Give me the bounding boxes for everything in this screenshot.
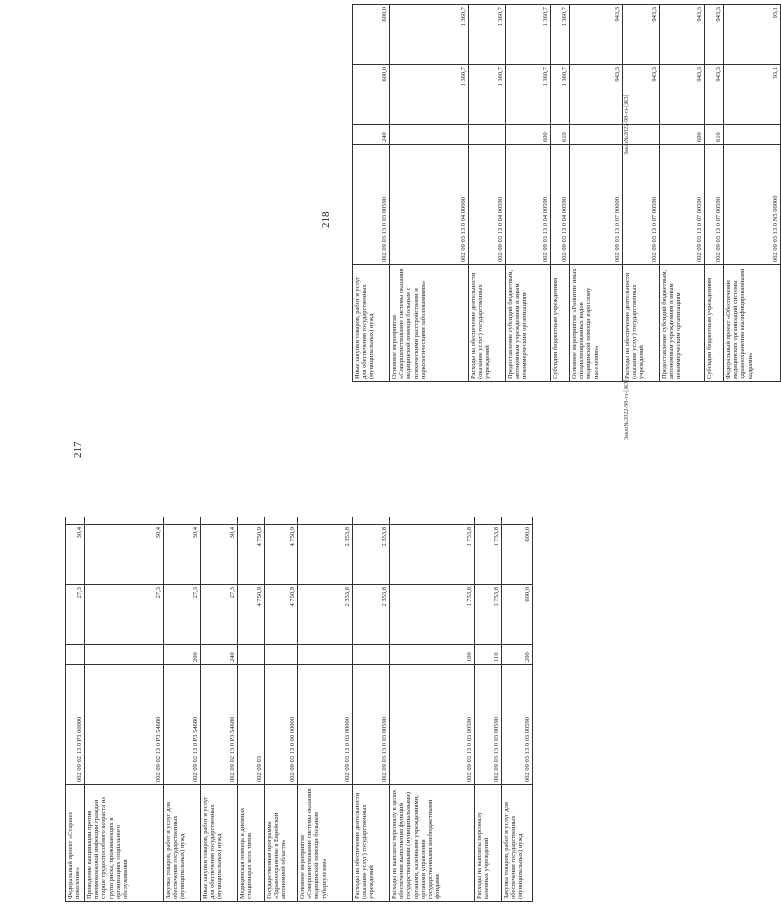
row-name (85, 784, 163, 902)
row-code (353, 144, 389, 264)
row-value-2-text: 30,4 (228, 527, 236, 539)
row-code (724, 144, 780, 264)
row-value-2 (705, 4, 723, 64)
row-expense-type-text: 110 (492, 652, 500, 662)
row-value-1 (551, 64, 569, 124)
row-value-2 (502, 524, 532, 584)
table-row (201, 517, 238, 902)
row-value-1-text: 27,3 (75, 587, 83, 599)
row-value-1 (506, 64, 550, 124)
row-value-2 (551, 4, 569, 64)
row-expense-type (238, 644, 264, 664)
row-name-text: Иные закупки товаров, работ и услуг для обеспечения государственных (муниципальных) нужд (202, 796, 224, 899)
table-row (570, 4, 623, 382)
row-name (660, 264, 704, 382)
row-value-1 (265, 584, 297, 644)
table-row (475, 517, 502, 902)
row-name-text: Основное мероприятие «Развитие иных специализированных видов медицинской помощи взрослому населению» (571, 268, 600, 379)
row-code (265, 664, 297, 784)
row-name (623, 264, 659, 382)
row-code-text: 002 09 02 13 0 P3 00000 (75, 716, 83, 782)
row-code-text: 002 09 03 13 0 03 00590 (523, 717, 531, 782)
row-code-text: 002 09 03 13 0 04 00000 (459, 197, 467, 262)
row-code-text: 002 09 02 13 0 P3 54680 (191, 716, 199, 782)
row-value-2-text: 1 753,8 (492, 527, 500, 547)
row-code-text: 002 09 03 13 0 00 00000 (288, 717, 296, 782)
row-expense-type (353, 124, 389, 144)
row-value-1-text: 93,1 (771, 67, 779, 79)
row-name-text: Государственная программа «Здравоохранение в Еврейской автономной области» (266, 812, 288, 899)
row-value-1-text: 27,3 (191, 587, 199, 599)
row-value-2 (570, 4, 622, 64)
row-code-text: 002 09 03 13 0 N5 00000 (771, 195, 779, 262)
row-expense-type (66, 644, 84, 664)
row-name-text: Закупка товаров, работ и услуг для обеспечения государственных (муниципальных) нужд (165, 802, 187, 899)
table-row (660, 4, 705, 382)
row-expense-type (705, 124, 723, 144)
row-value-2-text: 1 360,7 (496, 7, 504, 27)
row-value-2 (353, 4, 389, 64)
row-value-2 (475, 524, 501, 584)
row-value-2 (238, 524, 264, 584)
row-expense-type (390, 124, 468, 144)
row-value-2 (201, 524, 237, 584)
row-expense-type (265, 644, 297, 664)
row-value-2-text: 943,3 (695, 7, 703, 22)
row-code (85, 664, 163, 784)
row-name (164, 784, 200, 902)
row-name-text: Основное мероприятие «Совершенствование системы оказания медицинской помощи больным с психическими расстройствами и наркологическими заболеваниями» (391, 268, 427, 379)
row-name-text: Федеральный проект «Обеспечение медицинских организаций системы здравоохранения квалифицированными кадрами» (725, 268, 754, 379)
row-code (201, 664, 237, 784)
row-value-1 (66, 584, 84, 644)
row-value-1 (85, 584, 163, 644)
table-row (506, 4, 551, 382)
row-expense-type (660, 124, 704, 144)
row-name (724, 264, 780, 382)
row-name-text: Субсидии бюджетным учреждениям (706, 277, 713, 379)
row-name (390, 784, 474, 902)
budget-table-page-218 (352, 4, 781, 382)
row-value-2 (390, 524, 474, 584)
row-name-text: Предоставление субсидий бюджетным, автономным учреждениям и иным некоммерческим организациям (507, 269, 529, 379)
row-code-text: 002 09 03 13 0 04 00590 (541, 197, 549, 262)
row-name-text: Расходы на обеспечение деятельности (оказание услуг) государственных учреждений (470, 272, 492, 379)
row-expense-type (724, 124, 780, 144)
table-row (353, 517, 390, 902)
row-name (353, 784, 389, 902)
row-value-2-text: 2 353,8 (343, 527, 351, 547)
row-code-text: 002 09 02 13 0 P3 54680 (228, 716, 236, 782)
row-value-1 (353, 584, 389, 644)
table-row (85, 517, 164, 902)
row-name (506, 264, 550, 382)
row-name-text: Расходы на выплаты персоналу казенных учреждений (476, 811, 491, 899)
row-code (502, 664, 532, 784)
table-row (502, 517, 533, 902)
row-name (475, 784, 501, 902)
row-value-2 (66, 524, 84, 584)
row-expense-type-text: 600 (695, 132, 703, 142)
row-value-2 (390, 4, 468, 64)
row-value-2 (506, 4, 550, 64)
row-value-2-text: 943,3 (613, 7, 621, 22)
row-name-text: Проведение вакцинации против пневмококковой инфекции граждан старше трудоспособного возраста из групп риска, проживающих в организациях социального обслуживания (86, 797, 130, 899)
row-value-2 (623, 4, 659, 64)
row-code (390, 664, 474, 784)
row-name-text: Расходы на обеспечение деятельности (оказание услуг) государственных учреждений (624, 272, 646, 379)
row-code-text: 002 09 03 13 0 04 00590 (560, 197, 568, 262)
row-name-text: Субсидии бюджетным учреждениям (552, 277, 559, 379)
table-row (724, 4, 781, 382)
row-value-1-text: 943,3 (650, 67, 658, 82)
row-expense-type (469, 124, 505, 144)
row-name (551, 264, 569, 382)
row-name-text: Расходы на выплаты персоналу в целях обеспечения выполнения функций государственными (муниципальными) органами, казенными учреждениями, органами управления государственными внебюджетными фондами (391, 789, 442, 899)
row-value-1-text: 600,0 (523, 587, 531, 602)
row-value-2 (724, 4, 780, 64)
table-row (469, 4, 506, 382)
row-value-2 (353, 524, 389, 584)
row-code-text: 002 09 03 13 0 03 00590 (380, 717, 388, 782)
table-row (390, 4, 469, 382)
row-value-2-text: 2 353,8 (380, 527, 388, 547)
page-footer-217: Заказ№2022-98-тз-[ЖЗ] (624, 379, 630, 440)
row-name-text: Медицинская помощь в дневных стационарах всех типов (239, 807, 254, 899)
row-name (265, 784, 297, 902)
row-name-text: Федеральный проект «Старшее поколение» (67, 811, 82, 899)
row-expense-type (85, 644, 163, 664)
table-row (238, 517, 265, 902)
row-value-1 (502, 584, 532, 644)
row-code (469, 144, 505, 264)
table-row (65, 517, 85, 902)
row-expense-type-text: 200 (523, 652, 531, 662)
row-expense-type (164, 644, 200, 664)
row-name (570, 264, 622, 382)
row-value-1-text: 943,3 (613, 67, 621, 82)
row-code (660, 144, 704, 264)
row-value-2-text: 1 360,7 (541, 7, 549, 27)
row-name (201, 784, 237, 902)
row-value-1-text: 2 353,8 (343, 587, 351, 607)
row-name (66, 784, 84, 902)
row-value-1-text: 4 750,9 (288, 587, 296, 607)
row-value-1 (570, 64, 622, 124)
row-value-2 (265, 524, 297, 584)
row-name (469, 264, 505, 382)
table-row (265, 517, 298, 902)
row-value-1-text: 600,0 (380, 67, 388, 82)
row-value-1-text: 1 360,7 (459, 67, 467, 87)
budget-table-page-217 (65, 517, 533, 902)
row-value-1-text: 1 360,7 (496, 67, 504, 87)
row-value-1 (705, 64, 723, 124)
row-code-text: 002 09 03 13 0 04 00590 (496, 197, 504, 262)
row-expense-type-text: 100 (465, 652, 473, 662)
row-name (353, 264, 389, 382)
row-code (353, 664, 389, 784)
row-expense-type (551, 124, 569, 144)
row-code (390, 144, 468, 264)
row-code-text: 002 09 03 13 0 03 00590 (492, 717, 500, 782)
row-code-text: 002 09 03 13 0 07 00590 (695, 197, 703, 262)
row-value-2-text: 4 750,9 (255, 527, 263, 547)
row-name (298, 784, 352, 902)
row-expense-type (353, 644, 389, 664)
row-expense-type-text: 200 (191, 652, 199, 662)
row-value-1 (298, 584, 352, 644)
row-value-1-text: 1 753,8 (492, 587, 500, 607)
row-value-1-text: 4 750,9 (255, 587, 263, 607)
table-row (390, 517, 475, 902)
row-value-2-text: 1 753,8 (465, 527, 473, 547)
row-value-2 (85, 524, 163, 584)
row-expense-type (506, 124, 550, 144)
row-name-text: Закупка товаров, работ и услуг для обеспечения государственных (муниципальных) нужд (503, 802, 525, 899)
row-value-2-text: 943,3 (714, 7, 722, 22)
row-code (506, 144, 550, 264)
row-value-2-text: 600,0 (523, 527, 531, 542)
row-code-text: 002 09 03 13 0 03 00590 (380, 197, 388, 262)
row-code-text: 002 09 03 (255, 756, 263, 782)
row-expense-type (475, 644, 501, 664)
row-expense-type (623, 124, 659, 144)
row-value-1 (164, 584, 200, 644)
table-row (164, 517, 201, 902)
row-code (705, 144, 723, 264)
row-code-text: 002 09 03 13 0 03 00000 (343, 717, 351, 782)
table-row (551, 4, 570, 382)
row-name (238, 784, 264, 902)
row-code (298, 664, 352, 784)
row-expense-type (390, 644, 474, 664)
row-value-2-text: 30,4 (154, 527, 162, 539)
row-value-2-text: 30,4 (75, 527, 83, 539)
row-value-2-text: 4 750,9 (288, 527, 296, 547)
table-row (298, 517, 353, 902)
row-expense-type (201, 644, 237, 664)
row-code (570, 144, 622, 264)
row-value-1-text: 943,3 (695, 67, 703, 82)
row-expense-type-text: 600 (541, 132, 549, 142)
row-code-text: 002 09 03 13 0 07 00590 (714, 197, 722, 262)
row-value-1-text: 943,3 (714, 67, 722, 82)
row-code (66, 664, 84, 784)
row-value-1-text: 27,3 (228, 587, 236, 599)
row-expense-type (570, 124, 622, 144)
row-code (164, 664, 200, 784)
page-footer-218: Заказ№2022-98-тз-[ЖЗ] (624, 94, 630, 155)
row-value-2-text: 93,1 (771, 7, 779, 19)
row-code-text: 002 09 03 13 0 07 00590 (650, 197, 658, 262)
row-value-1 (724, 64, 780, 124)
row-value-1-text: 1 753,8 (465, 587, 473, 607)
row-value-2-text: 30,4 (191, 527, 199, 539)
row-name (502, 784, 532, 902)
row-code (475, 664, 501, 784)
row-value-2 (469, 4, 505, 64)
row-name-text: Основное мероприятие «Совершенствование системы оказания медицинской помощи больным туберкулезом» (299, 788, 328, 899)
row-code-text: 002 09 03 13 0 07 00000 (613, 197, 621, 262)
row-expense-type-text: 240 (380, 132, 388, 142)
row-value-1-text: 1 360,7 (541, 67, 549, 87)
row-value-1 (475, 584, 501, 644)
row-value-1 (660, 64, 704, 124)
row-value-2-text: 600,0 (380, 7, 388, 22)
row-value-2 (298, 524, 352, 584)
row-code (623, 144, 659, 264)
row-value-2 (660, 4, 704, 64)
row-code (551, 144, 569, 264)
row-value-1 (390, 584, 474, 644)
row-value-2 (164, 524, 200, 584)
row-expense-type-text: 240 (228, 652, 236, 662)
row-code (238, 664, 264, 784)
table-row (705, 4, 724, 382)
row-value-1 (469, 64, 505, 124)
row-name (390, 264, 468, 382)
row-expense-type (502, 644, 532, 664)
row-value-2-text: 1 360,7 (459, 7, 467, 27)
row-value-1 (623, 64, 659, 124)
page-number-217: 217 (72, 441, 84, 458)
row-value-1-text: 27,3 (154, 587, 162, 599)
row-value-1 (353, 64, 389, 124)
row-value-1 (390, 64, 468, 124)
row-value-1-text: 2 353,8 (380, 587, 388, 607)
row-name-text: Расходы на обеспечение деятельности (оказание услуг) государственных учреждений (354, 792, 376, 899)
row-code-text: 002 09 03 13 0 03 00590 (465, 717, 473, 782)
row-value-1 (238, 584, 264, 644)
row-name (705, 264, 723, 382)
row-name-text: Предоставление субсидий бюджетным, автономным учреждениям и иным некоммерческим организациям (661, 269, 683, 379)
row-expense-type-text: 610 (560, 132, 568, 142)
row-expense-type (298, 644, 352, 664)
row-expense-type-text: 610 (714, 132, 722, 142)
row-name-text: Иные закупки товаров, работ и услуг для обеспечения государственных (муниципальных) нужд (354, 276, 376, 379)
row-value-2-text: 1 360,7 (560, 7, 568, 27)
table-row (623, 4, 660, 382)
row-value-1-text: 1 360,7 (560, 67, 568, 87)
row-value-2-text: 943,3 (650, 7, 658, 22)
page-number-218: 218 (320, 211, 332, 228)
row-value-1 (201, 584, 237, 644)
table-row (352, 4, 390, 382)
row-code-text: 002 09 02 13 0 P3 54680 (154, 716, 162, 782)
